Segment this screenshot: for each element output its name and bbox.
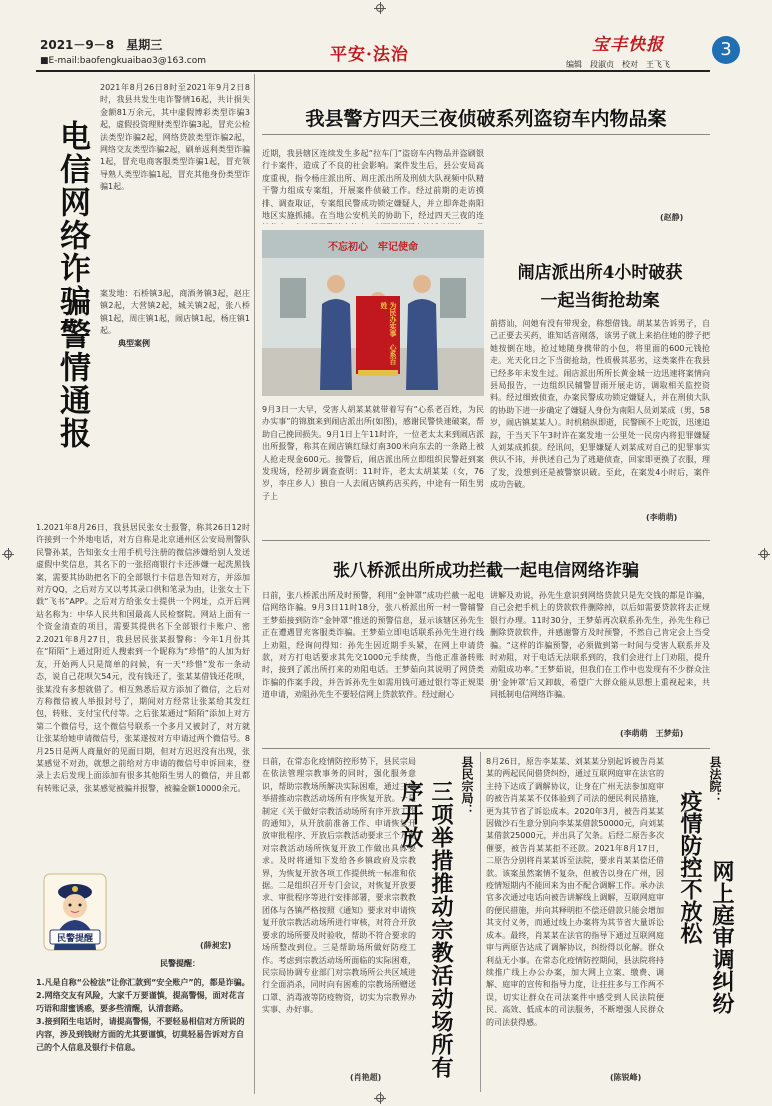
lower-section-rule (262, 748, 710, 749)
photo-banner-text: 不忘初心 牢记使命 (328, 242, 418, 253)
paper-logo: 宝丰快报 (592, 35, 664, 55)
naodian-title-line-2: 一起当街抢劫案 (540, 291, 660, 311)
registration-mark-top (374, 2, 386, 14)
registration-mark-bottom (374, 1092, 386, 1104)
naodian-body-right: 前搭讪，问她有没有带现金，称想借钱。胡某某告诉男子，自己正要去买药，谁知话音刚落，该男子就上来掐住她的脖子把她按倒在地，抢过她随身携带的小包，将里面的600元钱抢走。光天化日之下当街抢劫，性质极其恶劣，这类案件在我县已经多年未发生过。闹店派出所所长黄金城一边迅速将案情向县局报告，一边组织民辅警冒雨开展走访，调取相关监控资料。经过细致侦查，办案民警成功锁定嫌疑人，并在刑侦大队的协助下进一步确定了嫌疑人身份为南阳人员刘某成（男，58岁，闹店镇某某人）。时机稍纵即逝，民警顾不上吃饭，迅速追踪，于当天下午3时许在案发地一公里处一民房内将犯罪嫌疑人刘某成抓获。经讯问，犯罪嫌疑人刘某成对自己的犯罪事实供认不讳，并供述自己为了逃避侦查，回家即更换了衣服，理了发，没想到还是被警察识破。至此，在案发4小时后，案件成功告破。 (490, 319, 710, 490)
naodian-byline: (李萌萌) (646, 513, 678, 522)
tip-item: 3.接到陌生电话时，请提高警惕，不要轻易相信对方所说的内容，涉及到钱财方面的尤其要谨慎，切莫轻易告诉对方自己的个人信息及银行卡信息。 (36, 1017, 245, 1052)
theft-title-rule (262, 134, 710, 135)
zhangbaqiao-body-left: 日前，张八桥派出所及时预警，利用“金钟罩”成功拦截一起电信网络诈骗。9月3日11时18分，张八桥派出所一村一警辅警王梦茹接到防诈“金钟罩”推送的预警信息，显示该辖区孙先生正在遭遇冒充客服类诈骗。王梦茹立即电话联系孙先生进行线上劝阻，经询问得知：孙先生因近期手头紧，在网上申请贷款，对方打电话要求其先交1000元手续费，当他正准备转账时，接到了派出所打来的劝阻电话。王梦茹向其说明了网贷类诈骗的作案手段，并告诉孙先生如需用钱可通过银行等正规渠道申请，劝阻孙先生不要轻信网上贷款软件。经过耐心 (262, 591, 484, 700)
zhangbaqiao-byline: (李萌萌 王梦茹) (620, 729, 684, 738)
case-two: 2.2021年8月27日，我县居民张某报警称：今年1月份其在“陌陌”上通过附近人搜索到一个昵称为“珍惜”的人加为好友，开始两人只是简单的问候，有一天“珍惜”发布一条动态，说自己花呗欠54元，没有钱还了，张某某借钱还花呗，张某没有多想就借了。相互熟悉后双方添加了微信，之后对方称微信被人举报封号了，期间对方经常让张某给其发红包，转账、支付宝代付等。之后张某通过“陌陌”添加上对方第二个微信号，这个微信号联系一个多月又被封了，对方就让张某给她申请微信号，张某遂按对方申请过两个微信号。8月25日是两人商量好的见面日期，但对方迟迟没有出现，张某感觉不对劲，就想之前给对方申请的微信号申诉回来，登录上去后发现上面添加有很多其他陌生男人的微信，并且都有转账记录，张某感觉被骗并报警，被骗金额10000余元。 (36, 635, 250, 793)
court-byline: (陈锐峰) (610, 1073, 642, 1082)
theft-title: 我县警方四天三夜侦破系列盗窃车内物品案 (305, 108, 667, 130)
page-number-badge: 3 (712, 36, 740, 64)
masthead-rule (36, 70, 710, 72)
naodian-title-line-1: 闹店派出所4小时破获 (517, 263, 683, 283)
section-title: 平安·法治 (330, 45, 409, 65)
police-mascot-illustration (38, 872, 112, 952)
religion-kicker: 县民宗局： (460, 756, 474, 816)
column-divider (254, 74, 255, 1094)
lower-column-divider (480, 752, 481, 1092)
tip-item: 2.网络交友有风险，大家千万要谨慎，提高警惕，面对花言巧语和甜蜜诱惑，要多些清醒，认清套路。 (36, 991, 245, 1013)
police-badge-label: 民警提醒 (56, 934, 93, 944)
fraud-report-title: 电信网络诈骗警情通报 (54, 120, 90, 450)
naodian-body-left: 9月3日一大早，受害人胡某某就带着写有“心系老百姓，为民办实事”的锦旗来到闹店派出所(如图)，感谢民警快速破案，帮助自己挽回损失。9月1日上午11时许，一位老太太来到闹店派出所报警，称其在闹店镇红绿灯南300米向东去的一条路上被人抢走现金600元。接警后，闹店派出所立即组织民警赶到案发现场，经初步调查查明：11时许，老太太胡某某（女，76岁，李庄乡人）独自一人去闹店镇药店买药，中途有一陌生男子上 (262, 405, 484, 501)
issue-date: 2021－9－8 (40, 38, 115, 52)
religion-body: 日前，在常态化疫情防控形势下，县民宗局在依法管理宗教事务的同时，强化服务意识，帮助宗教场所解决实际困难，通过三项举措推动宗教活动场所有序恢复开放。一是制定《关于做好宗教活动场所有序开放工作的通知》，从开放前准备工作、申请恢复开放审批程序、开放后宗教活动要求三个方面对宗教活动场所恢复开放工作做出具体要求。及时将通知下发给各乡镇政府及宗教界，为恢复开放各项工作提供统一标准和依据。二是组织召开专门会议，对恢复开放要求、审批程序等进行安排部署，要求宗教教团体与各镇严格按照《通知》要求对申请恢复开放宗教活动场所进行审核，对符合开放要求的场所要及时验收，帮助不符合要求的场所整改到位。三是帮助场所做好防疫工作。考虑到宗教活动场所面临的实际困难，民宗局协调专业部门对宗教场所公共区域进行全面消杀，同时向有困难的宗教场所赠送口罩、消毒液等防疫物资，切实为宗教界办实事、办好事。 (262, 757, 416, 1015)
tips-list (36, 976, 250, 1086)
case-one-part-a (100, 352, 250, 520)
tips-heading: 民警提醒： (160, 959, 200, 968)
registration-mark-left (2, 548, 14, 560)
registration-mark-right (758, 548, 770, 560)
email-icon: ■ (40, 56, 49, 66)
court-title-line-1: 疫情防控不放松 (677, 790, 703, 944)
zhangbaqiao-body-right: 讲解及劝说，孙先生意识到网络贷款只是先交钱的都是诈骗，自己会把手机上的贷款软件删除掉，以后如需要贷款将去正规银行办理。11时30分，王梦茹再次联系孙先生，孙先生称已删除贷款软件，并感谢警方及时预警，不然自己肯定会上当受骗。“这样的诈骗预警，必须做到第一时间与受害人联系并及时劝阻，对于电话无法联系到的，我们会进行上门劝阻，提升劝阻成功率。”王梦茹说，但我们在工作中也发现有不少群众注册‘金钟罩’后又卸载，希望广大群众能从思想上重视起来，共同抵制电信网络诈骗。 (490, 591, 710, 700)
photo-flag-text: 为民办实事 心系百姓 (380, 302, 398, 365)
email-address: E-mail:baofengkuaibao3@163.com (48, 56, 206, 66)
fraud-intro: 2021年8月26日8时至2021年9月2日8时，我县共发生电诈警情16起，共计损失金额81万余元，其中虚假博彩类型诈骗3起，虚假投资理财类型诈骗3起，冒充公检法类型诈骗2起，网络贷款类型诈骗2起，网络交友类型诈骗2起，刷单返利类型诈骗1起，冒充电商客服类型诈骗1起，冒充领导熟人类型诈骗1起，冒充其他身份类型诈骗1起。 (100, 83, 250, 192)
court-title-line-2: 网上庭审调纠纷 (709, 860, 735, 1014)
fraud-byline: (薛昶宏) (200, 941, 232, 950)
tip-item: 1.凡是自称“公检法”让你汇款到“安全账户”的，都是诈骗。 (36, 978, 250, 987)
theft-body: 近期，我县辖区连续发生多起“拉车门”盗窃车内物品并盗刷银行卡案件，造成了不良的社会影响。案件发生后，县公安局高度重视，指令杨庄派出所、周庄派出所及刑侦大队视频中队精干警力组成专案组，开展案件侦破工作。经过前期的走访摸排、调查取证，专案组民警成功锁定嫌疑人，并立即奔赴南阳地区实施抓捕。在当地公安机关的协助下，经过四天三夜的连 (262, 149, 484, 221)
religion-byline: (肖艳超) (350, 1073, 382, 1082)
news-photo (262, 230, 484, 396)
editor-line: 编辑 段淑贞 校对 王飞飞 (566, 60, 670, 69)
issue-weekday: 星期三 (126, 38, 163, 52)
fraud-locations: 案发地：石桥镇3起，商酒务镇3起，赵庄镇2起，大营镇2起，城关镇2起，张八桥镇1起，周庄镇1起，闹店镇1起，杨庄镇1起。 (100, 289, 250, 336)
zhangbaqiao-top-rule (262, 540, 710, 541)
theft-byline: (赵静) (660, 213, 684, 222)
court-kicker: 县法院： (708, 756, 722, 804)
cases-heading: 典型案例 (118, 339, 150, 348)
religion-title: 三项举措推动宗教活动场所有序开放 (398, 780, 454, 1079)
case-one: 1.2021年8月26日，我县居民张女士报警，称其26日12时许接到一个外地电话，对方自称是北京通州区公安局刑警队民警孙某，告知张女士用手机号注册的微信涉嫌给别人发送虚假中奖信息，其名下的一张招商银行卡还涉嫌一起洗黑钱案，需要其协助把名下的全部银行卡信息告知对方，并添加对方QQ，之后对方又以考其录口供和笔录为由，让张女士下载“飞书”APP。之后对方给张女士提供一个网址，点开后网站名称为：中华人民共和国最高人民检察院。网站上面有一个资金清查的项目，需要其提供名下全部银行卡账户、密 (36, 523, 250, 632)
court-body: 8月26日，原告李某某、刘某某分别起诉被告肖某某的两起民间借贷纠纷，通过互联网庭审在法官的主持下达成了调解协议，让身在广州无法参加庭审的被告肖某某不仅体验到了司法的便民利民措施，更为其节省了诉讼成本。2020年3月，被告肖某某因做沙石生意分别向李某某借款50000元，向刘某某借款25000元，并出具了欠条。后经二原告多次催要，被告肖某某拒不还款。2021年8月17日，二原告分别将肖某某诉至法院，要求肖某某偿还借款。该案虽然案情不复杂，但被告以身在广州，因疫情短期内不能回来为由不配合调解工作。承办法官多次通过电话向被告讲解线上调解，互联网庭审的便民措施，并向其释明拒不偿还借款只能会增加其支付义务，而通过线上办案将为其节省大量诉讼成本。最终，肖某某在法官的指导下通过互联网庭审与两原告达成了调解协议，纠纷得以化解。群众利益无小事。在常态化疫情防控期间，县法院将持续推广线上办公办案，加大网上立案、缴费、调解、庭审的宣传和指导力度，让拄拄多与工作两不误，切实让群众在司法案件中感受到人民法院便民、高效、低成本的司法服务，不断增强人民群众的司法获得感。 (486, 757, 664, 1027)
zhangbaqiao-title: 张八桥派出所成功拦截一起电信网络诈骗 (333, 561, 639, 581)
